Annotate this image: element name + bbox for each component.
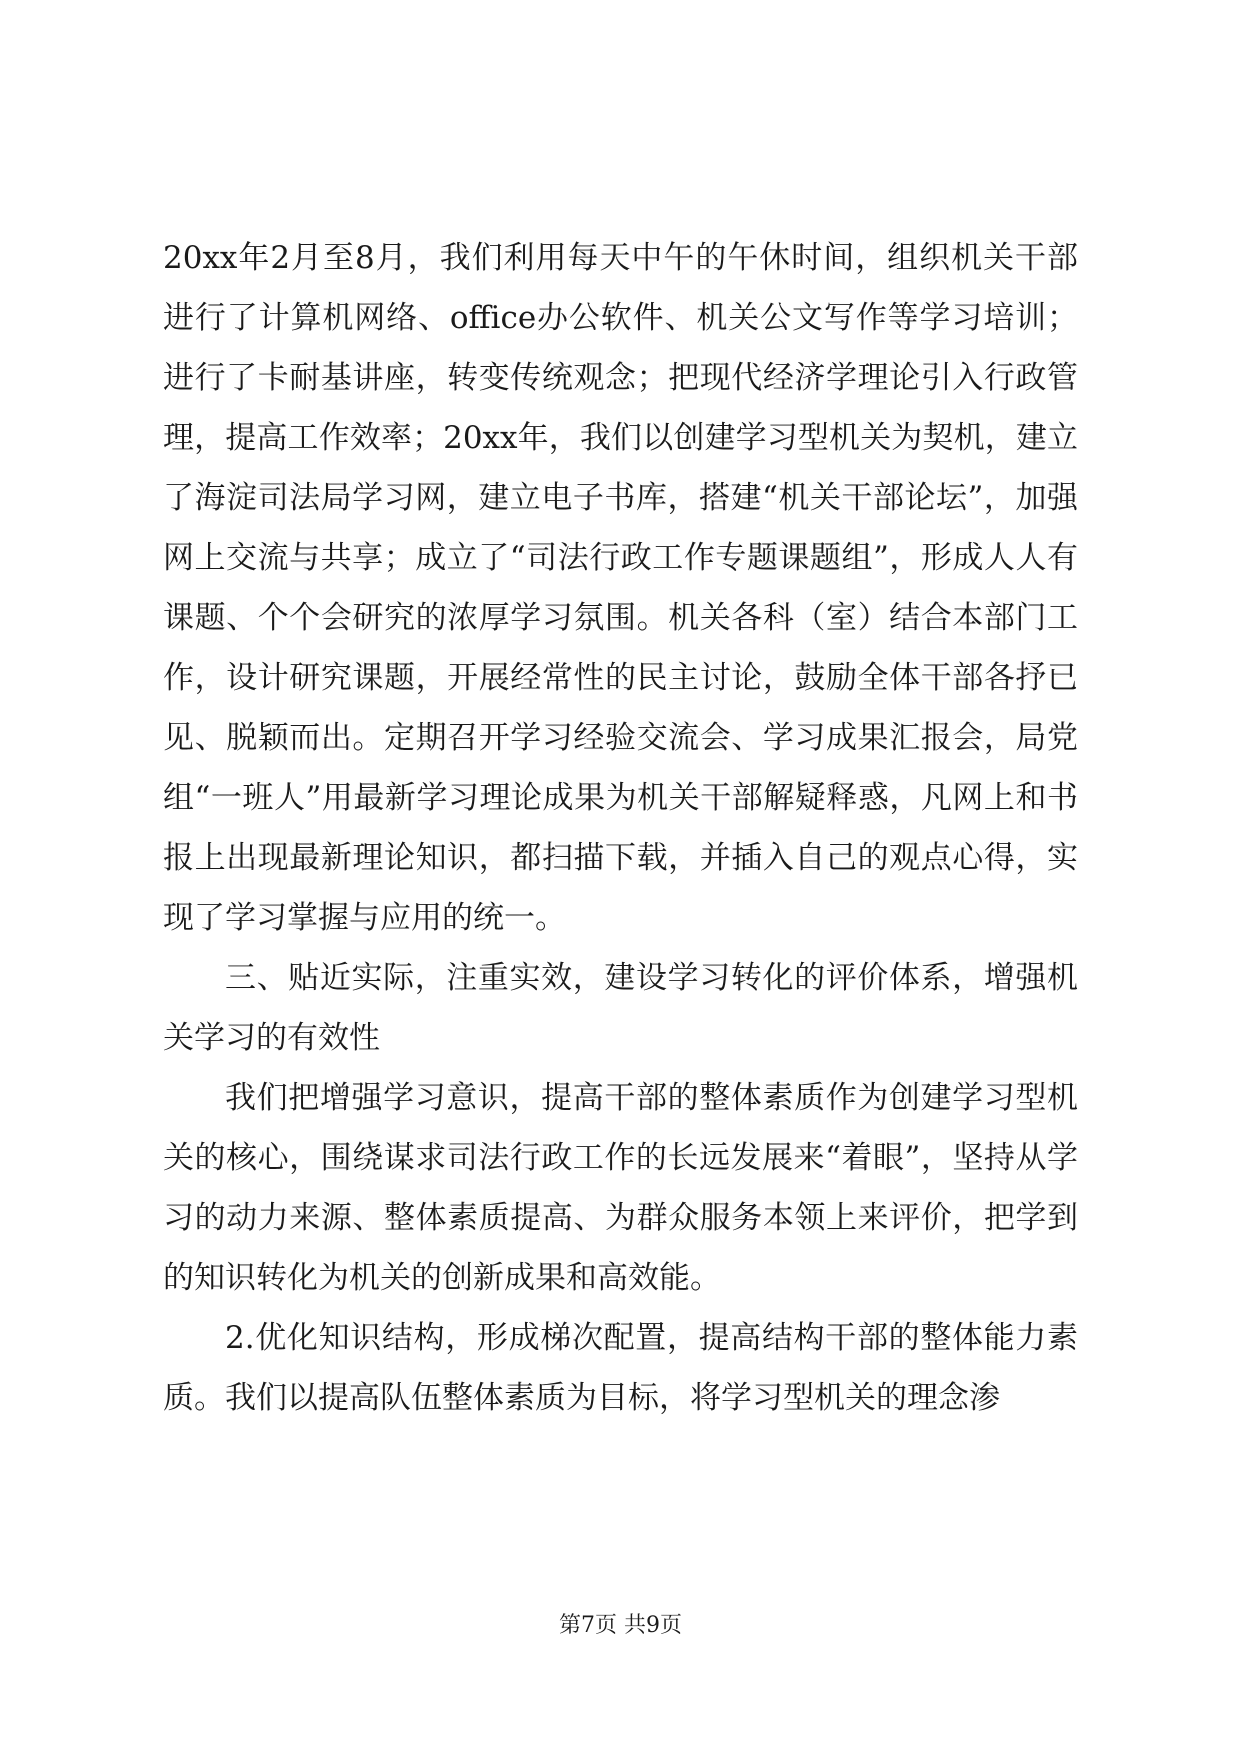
page-number-footer: 第7页 共9页 xyxy=(559,1613,682,1638)
document-body xyxy=(163,228,1078,1428)
section-heading-3: 三、贴近实际，注重实效，建设学习转化的评价体系，增强机关学习的有效性 xyxy=(163,960,1078,1056)
paragraph-1: 20xx年2月至8月，我们利用每天中午的午休时间，组织机关干部进行了计算机网络、office办公软件、机关公文写作等学习培训；进行了卡耐基讲座，转变传统观念；把现代经济学理论引入行政管理，提高工作效率；20xx年，我们以创建学习型机关为契机，建立了海淀司法局学习网，建立电子书库，搭建“机关干部论坛”，加强网上交流与共享；成立了“司法行政工作专题课题组”，形成人人有课题、个个会研究的浓厚学习氛围。机关各科（室）结合本部门工作，设计研究课题，开展经常性的民主讨论，鼓励全体干部各抒已见、脱颖而出。定期召开学习经验交流会、学习成果汇报会，局党组“一班人”用最新学习理论成果为机关干部解疑释惑，凡网上和书报上出现最新理论知识，都扫描下载，并插入自己的观点心得，实现了学习掌握与应用的统一。 xyxy=(163,240,1078,936)
paragraph-4: 2.优化知识结构，形成梯次配置，提高结构干部的整体能力素质。我们以提高队伍整体素质为目标，将学习型机关的理念渗 xyxy=(163,1320,1078,1416)
paragraph-3: 我们把增强学习意识，提高干部的整体素质作为创建学习型机关的核心，围绕谋求司法行政工作的长远发展来“着眼”，坚持从学习的动力来源、整体素质提高、为群众服务本领上来评价，把学到的知识转化为机关的创新成果和高效能。 xyxy=(163,1080,1078,1296)
